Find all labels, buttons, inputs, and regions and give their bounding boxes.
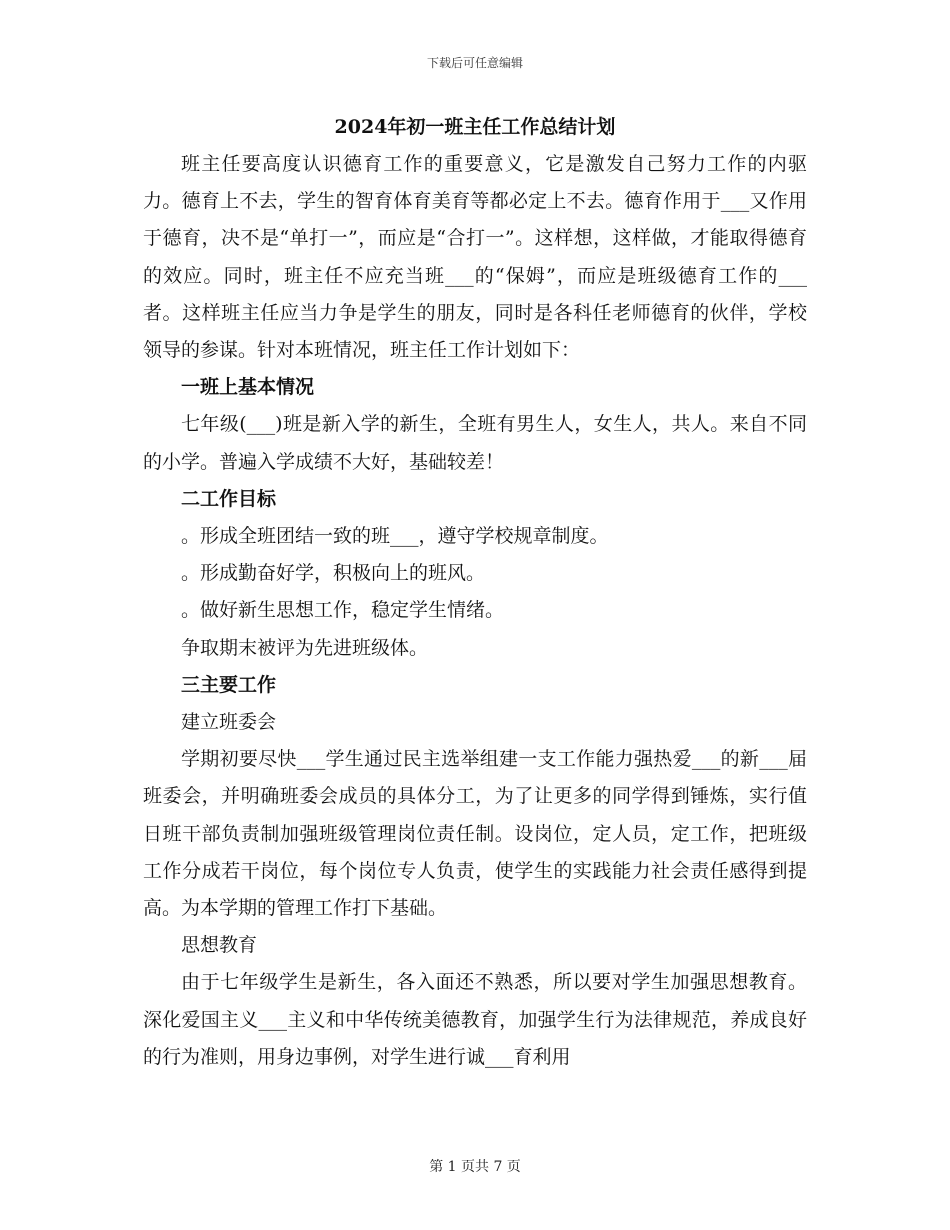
document-title: 2024年初一班主任工作总结计划 [334, 116, 616, 138]
goal-item: 争取期末被评为先进班级体。 [181, 636, 429, 659]
page-header-note: 下载后可任意编辑 [426, 56, 523, 70]
section-heading-main-work: 三主要工作 [181, 673, 277, 696]
intro-paragraph: 班主任要高度认识德育工作的重要意义，它是激发自己努力工作的内驱力。德育上不去，学生的智育体育美育等都必定上不去。德育作用于___又作用于德育，决不是“单打一”，而应是“合打一”。这样想，这样做，才能取得德育的效应。同时，班主任不应充当班___的“保姆”，而应是班级德育工作的___者。这样班主任应当力争是学生的朋友，同时是各科任老师德育的伙伴，学校领导的参谋。针对本班情况，班主任工作计划如下： [143, 153, 807, 362]
subheading-class-committee: 建立班委会 [181, 711, 277, 734]
goal-item: 。形成勤奋好学，积极向上的班风。 [181, 562, 486, 585]
document-body [143, 110, 807, 1076]
goal-item: 。做好新生思想工作，稳定学生情绪。 [181, 599, 505, 622]
section-heading-goals: 二工作目标 [181, 487, 277, 510]
subheading-ideological-education: 思想教育 [181, 934, 258, 957]
ideological-education-paragraph: 由于七年级学生是新生，各入面还不熟悉，所以要对学生加强思想教育。深化爱国主义___主义和中华传统美德教育，加强学生行为法律规范，养成良好的行为准则，用身边事例，对学生进行诚___育利用 [143, 971, 807, 1068]
class-committee-paragraph: 学期初要尽快___学生通过民主选举组建一支工作能力强热爱___的新___届班委会，并明确班委会成员的具体分工，为了让更多的同学得到锤炼，实行值日班干部负责制加强班级管理岗位责任制。设岗位，定人员，定工作，把班级工作分成若干岗位，每个岗位专人负责，使学生的实践能力社会责任感得到提高。为本学期的管理工作打下基础。 [143, 748, 807, 920]
basic-situation-paragraph: 七年级(___)班是新入学的新生，全班有男生人，女生人，共人。来自不同的小学。普遍入学成绩不大好，基础较差！ [143, 413, 807, 473]
section-heading-basic-situation: 一班上基本情况 [181, 376, 315, 399]
goal-item: 。形成全班团结一致的班___，遵守学校规章制度。 [181, 525, 609, 548]
page-number-footer: 第 1 页共 7 页 [429, 1159, 521, 1175]
